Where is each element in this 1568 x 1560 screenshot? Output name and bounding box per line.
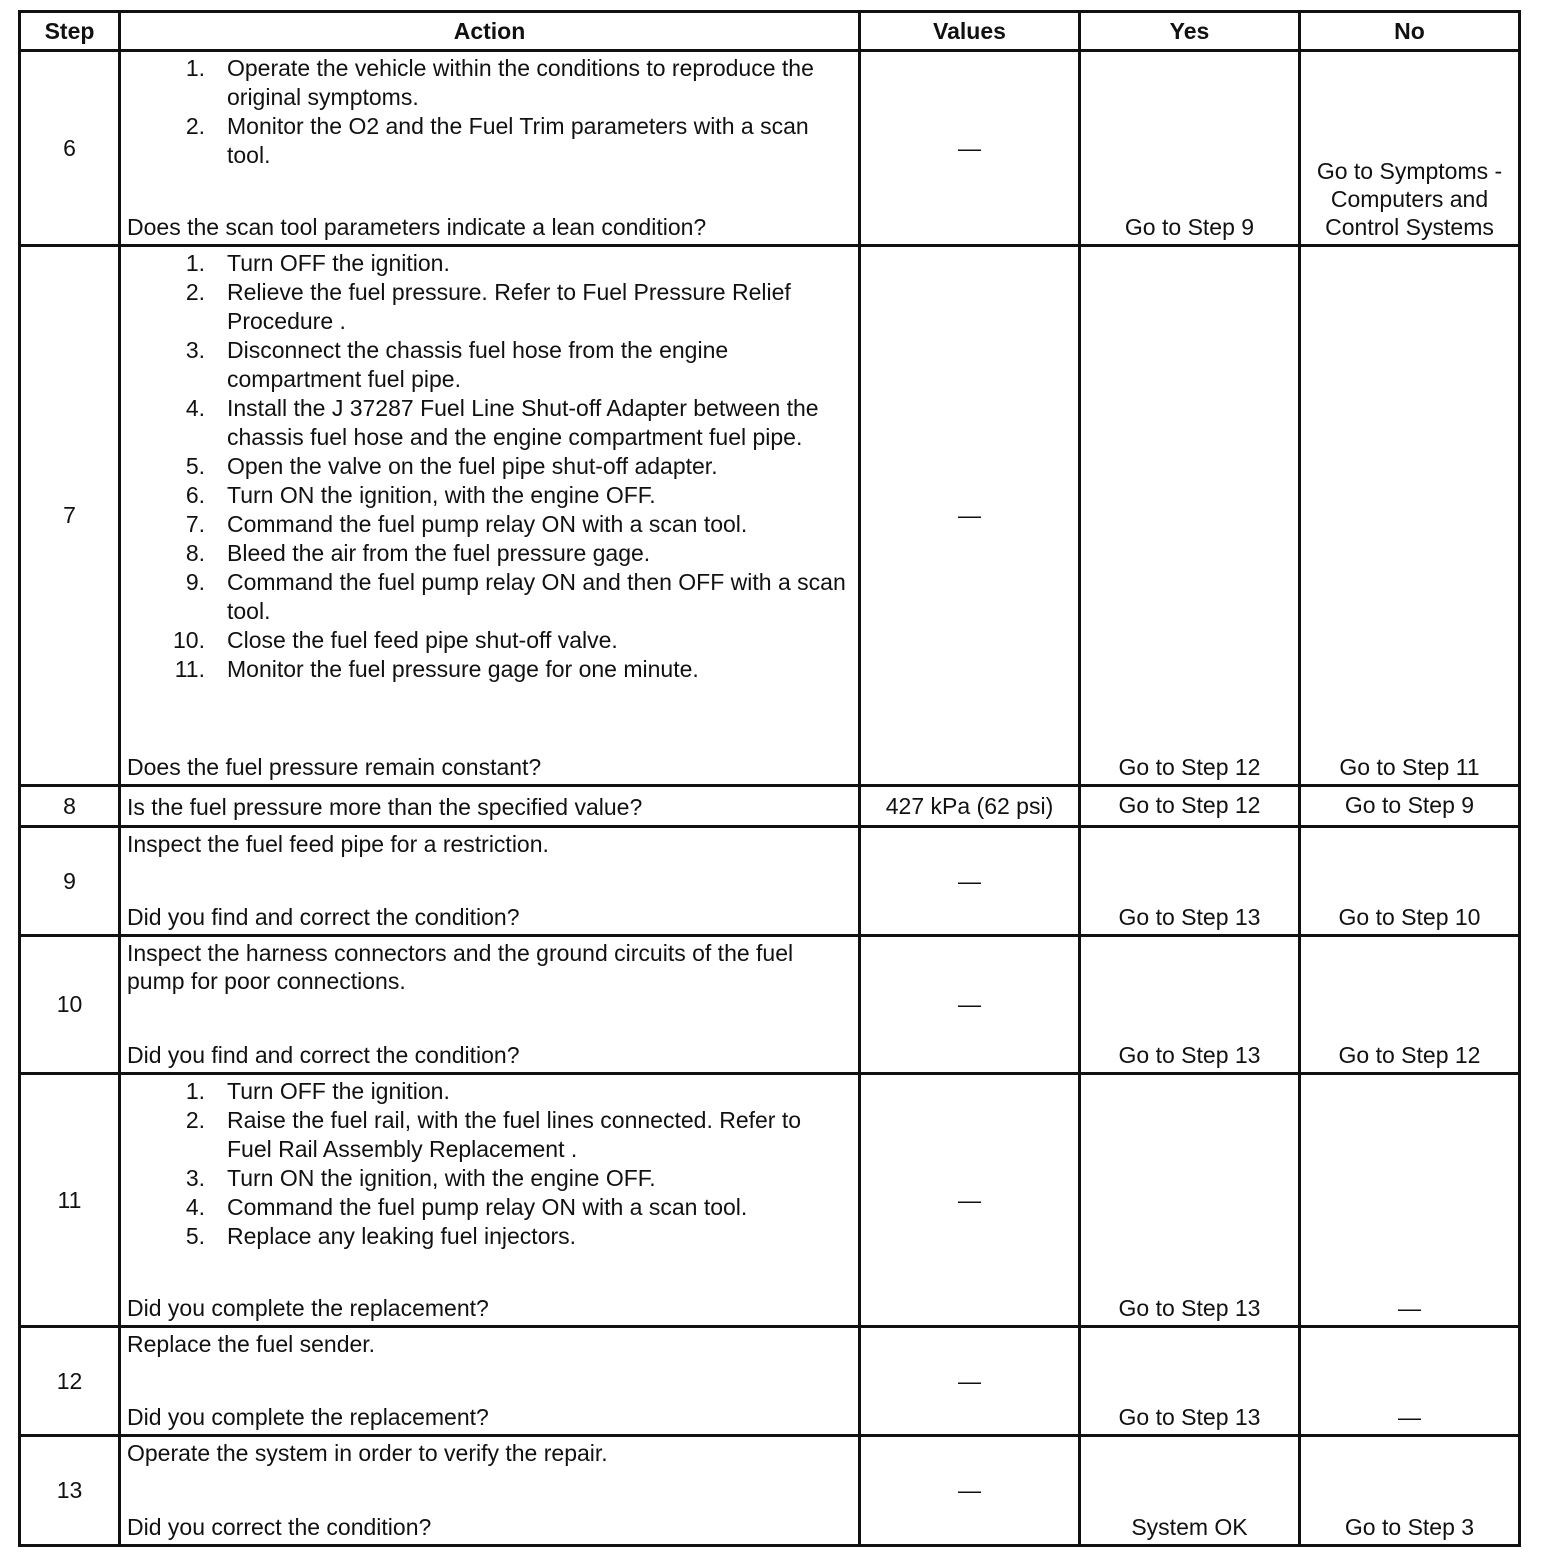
header-yes: Yes: [1080, 12, 1300, 51]
action-cell: [120, 827, 860, 936]
action-cell: [120, 1327, 860, 1436]
yes-cell: Go to Step 9: [1080, 51, 1300, 246]
table-row: [20, 786, 1520, 827]
header-no: No: [1300, 12, 1520, 51]
table-row: [20, 936, 1520, 1074]
header-action: Action: [120, 12, 860, 51]
values-cell: —: [860, 1327, 1080, 1436]
list-item: 1. Turn OFF the ignition.: [185, 1078, 450, 1104]
list-item: 5. Replace any leaking fuel injectors.: [185, 1223, 577, 1249]
action-cell: [120, 936, 860, 1074]
yes-cell: Go to Step 13: [1080, 827, 1300, 936]
list-item: 10. Close the fuel feed pipe shut-off valve.: [173, 627, 618, 653]
values-cell: —: [860, 51, 1080, 246]
no-cell: Go to Step 12: [1300, 936, 1520, 1074]
action-list: [127, 54, 852, 170]
step-number: 6: [20, 51, 120, 246]
action-cell: [120, 246, 860, 786]
step-number: 11: [20, 1074, 120, 1327]
action-text: Is the fuel pressure more than the specified value?: [127, 794, 643, 820]
step-number: 13: [20, 1436, 120, 1546]
step-number: 12: [20, 1327, 120, 1436]
values-cell: —: [860, 246, 1080, 786]
yes-cell: System OK: [1080, 1436, 1300, 1546]
no-cell: —: [1300, 1327, 1520, 1436]
action-text: Replace the fuel sender.: [127, 1331, 376, 1357]
step-number: 7: [20, 246, 120, 786]
yes-cell: Go to Step 13: [1080, 936, 1300, 1074]
yes-cell: Go to Step 12: [1080, 246, 1300, 786]
step-number: 9: [20, 827, 120, 936]
list-item: 2. Raise the fuel rail, with the fuel lines connected. Refer to Fuel Rail Assembly Replacement .: [185, 1107, 802, 1162]
no-cell: —: [1300, 1074, 1520, 1327]
values-cell: —: [860, 827, 1080, 936]
list-item: 11. Monitor the fuel pressure gage for one minute.: [174, 656, 699, 682]
list-item: 5. Open the valve on the fuel pipe shut-off adapter.: [185, 453, 718, 479]
list-item: 2. Monitor the O2 and the Fuel Trim parameters with a scan tool.: [185, 113, 809, 168]
list-item: 2. Relieve the fuel pressure. Refer to Fuel Pressure Relief Procedure .: [185, 279, 791, 334]
action-question: Did you correct the condition?: [127, 1514, 432, 1540]
yes-cell: Go to Step 12: [1080, 786, 1300, 827]
action-question: Did you find and correct the condition?: [127, 1042, 520, 1068]
table-row: [20, 827, 1520, 936]
action-cell: [120, 1436, 860, 1546]
list-item: 9. Command the fuel pump relay ON and then OFF with a scan tool.: [185, 569, 846, 624]
list-item: 6. Turn ON the ignition, with the engine OFF.: [185, 482, 656, 508]
header-values: Values: [860, 12, 1080, 51]
yes-cell: Go to Step 13: [1080, 1074, 1300, 1327]
header-row: [20, 12, 1520, 51]
table-row: [20, 1074, 1520, 1327]
step-number: 10: [20, 936, 120, 1074]
values-cell: —: [860, 936, 1080, 1074]
list-item: 4. Install the J 37287 Fuel Line Shut-off Adapter between the chassis fuel hose and the engine compartment fuel pipe.: [185, 395, 819, 450]
action-cell: [120, 1074, 860, 1327]
action-question: Did you complete the replacement?: [127, 1404, 489, 1430]
list-item: 8. Bleed the air from the fuel pressure gage.: [185, 540, 651, 566]
step-number: 8: [20, 786, 120, 827]
no-cell: Go to Step 10: [1300, 827, 1520, 936]
action-question: Does the fuel pressure remain constant?: [127, 754, 542, 780]
values-cell: —: [860, 1074, 1080, 1327]
values-cell: —: [860, 1436, 1080, 1546]
action-question: Did you complete the replacement?: [127, 1295, 489, 1321]
list-item: 3. Turn ON the ignition, with the engine OFF.: [185, 1165, 656, 1191]
action-text: Inspect the harness connectors and the ground circuits of the fuel pump for poor connections.: [127, 940, 794, 994]
list-item: 3. Disconnect the chassis fuel hose from the engine compartment fuel pipe.: [185, 337, 729, 392]
action-text: Operate the system in order to verify the repair.: [127, 1440, 608, 1466]
action-list: [127, 1077, 852, 1251]
yes-cell: Go to Step 13: [1080, 1327, 1300, 1436]
list-item: 4. Command the fuel pump relay ON with a scan tool.: [185, 1194, 748, 1220]
action-list: [127, 249, 852, 684]
list-item: 1. Turn OFF the ignition.: [185, 250, 450, 276]
action-cell: [120, 786, 860, 827]
no-cell: Go to Step 3: [1300, 1436, 1520, 1546]
action-question: Did you find and correct the condition?: [127, 904, 520, 930]
no-cell: Go to Symptoms - Computers and Control Systems: [1300, 51, 1520, 246]
action-question: Does the scan tool parameters indicate a lean condition?: [127, 214, 707, 240]
values-cell: 427 kPa (62 psi): [860, 786, 1080, 827]
table-row: [20, 1327, 1520, 1436]
action-text: Inspect the fuel feed pipe for a restriction.: [127, 831, 549, 857]
table-row: [20, 51, 1520, 246]
no-cell: Go to Step 9: [1300, 786, 1520, 827]
diagnostic-table: [18, 10, 1521, 1547]
table-row: [20, 1436, 1520, 1546]
list-item: 1. Operate the vehicle within the conditions to reproduce the original symptoms.: [185, 55, 814, 110]
no-cell: Go to Step 11: [1300, 246, 1520, 786]
action-cell: [120, 51, 860, 246]
header-step: Step: [20, 12, 120, 51]
list-item: 7. Command the fuel pump relay ON with a scan tool.: [185, 511, 748, 537]
table-row: [20, 246, 1520, 786]
